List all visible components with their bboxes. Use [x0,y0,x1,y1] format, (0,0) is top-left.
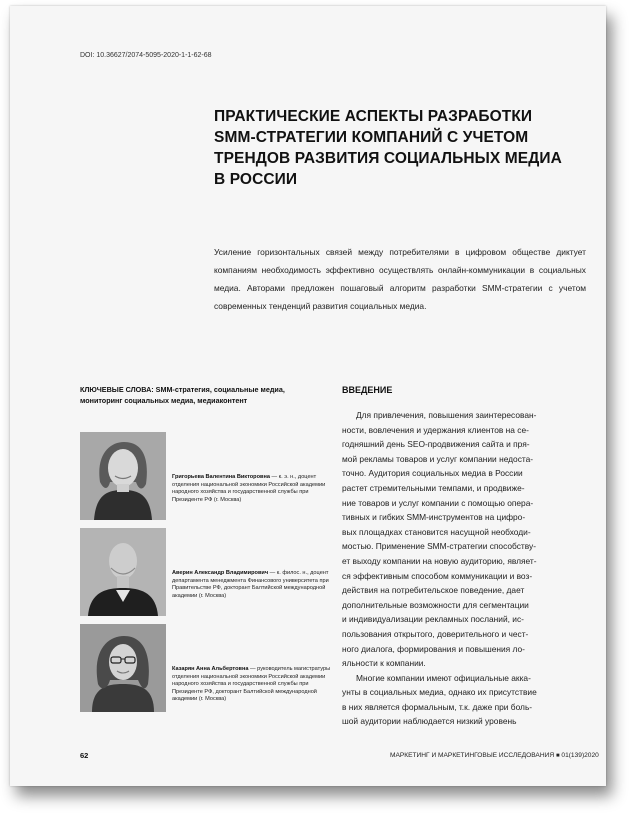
square-icon: ■ [555,753,560,759]
body-line: растет стремительными темпами, и продвиже- [342,482,525,493]
body-line: шой аудитории наблюдается низкий уровень [342,716,517,727]
keywords: КЛЮЧЕВЫЕ СЛОВА: SMM-стратегия, социальные медиа, мониторинг социальных медиа, медиаконтент [80,385,285,405]
body-line: унты в социальных медиа, однако их присутствие [342,687,537,698]
author-details: — руководитель магистратуры отделения национальной экономики Российской академии народного хозяйства и государственной службы при Президенте РФ, докторант Балтийской международной академии (г. Москва) [172,666,331,703]
title-line: SMM-СТРАТЕГИИ КОМПАНИЙ С УЧЕТОМ [214,129,529,146]
body-line: ет выходу компании на новую аудиторию, являет- [342,555,537,566]
author-photo [80,624,166,712]
author-name: Аверин Александр Владимирович [172,570,269,576]
body-line: годняшний день SEO-продвижения сайта и пря- [342,439,530,450]
body-line: ся эффективным способом коммуникации и воз- [342,570,533,581]
title-line: ПРАКТИЧЕСКИЕ АСПЕКТЫ РАЗРАБОТКИ [214,108,533,125]
body-line: ности, вовлечения и удержания клиентов на се- [342,424,529,435]
body-line: вых площадках становится насущной необходи- [342,526,531,537]
author-card [80,624,336,712]
doi-label: DOI: 10.36627/2074-5095-2020-1-1-62-68 [80,52,212,59]
section-heading: ВВЕДЕНИЕ [342,385,393,395]
abstract: Усиление горизонтальных связей между потребителями в цифровом обществе диктует компаниям необходимость эффективно осуществлять онлайн-коммуникации в социальных медиа. Авторами предложен пошаговый алгоритм разработки SMM-стратегии с учетом современных тенденций развития социальных медиа. [214,247,586,311]
body-text [342,408,592,729]
journal-page [10,6,606,786]
author-info [172,474,338,504]
body-line: точно. Аудитория социальных медиа в России [342,468,523,479]
author-card [80,528,336,616]
title-line: ТРЕНДОВ РАЗВИТИЯ СОЦИАЛЬНЫХ МЕДИА [214,150,562,167]
body-line: яльности к компании. [342,658,426,669]
body-line: мостью. Применение SMM-стратегии способству- [342,541,536,552]
body-line: ние товаров и услуг компании с помощью опера- [342,497,534,508]
journal-footer [390,752,599,759]
body-line: и индивидуализации рекламных посланий, ис- [342,614,524,625]
issue-number: 01(139)2020 [561,752,599,759]
author-info [172,666,338,704]
journal-name: МАРКЕТИНГ И МАРКЕТИНГОВЫЕ ИССЛЕДОВАНИЯ [390,752,555,759]
body-line: мой рекламы товаров и услуг компании недоста- [342,453,534,464]
page-number: 62 [80,751,89,760]
title-line: В РОССИИ [214,171,298,188]
author-name: Казарян Анна Альбертовна [172,666,249,672]
woman-portrait-icon [80,432,166,520]
article-title [214,106,594,190]
author-card [80,432,336,520]
author-info [172,570,338,600]
author-photo [80,528,166,616]
author-name: Григорьева Валентина Викторовна [172,474,270,480]
body-line: пользования открытого, доверительного и чест- [342,628,529,639]
body-line: действия на потребительское поведение, дает [342,585,525,596]
body-line: в них является формальным, т.к. даже при боль- [342,701,533,712]
author-details: — к. филос. н., доцент департамента менеджмента Финансового университета при Правительстве РФ, докторант Балтийской международной академии (г. Москва) [172,570,329,599]
body-line: дополнительные возможности для сегментации [342,599,529,610]
author-details: — к. э. н., доцент отделения национальной экономики Российской академии народного хозяйства и государственной службы при Президенте РФ (г. Москва) [172,474,326,503]
man-portrait-icon [80,528,166,616]
author-photo [80,432,166,520]
body-line: тивных и гибких SMM-инструментов на цифро- [342,512,526,523]
woman-glasses-portrait-icon [80,624,166,712]
body-line: Многие компании имеют официальные акка- [356,672,531,683]
body-line: Для привлечения, повышения заинтересован- [356,410,537,420]
body-line: ного диалога, формирования и повышения ло- [342,643,525,654]
